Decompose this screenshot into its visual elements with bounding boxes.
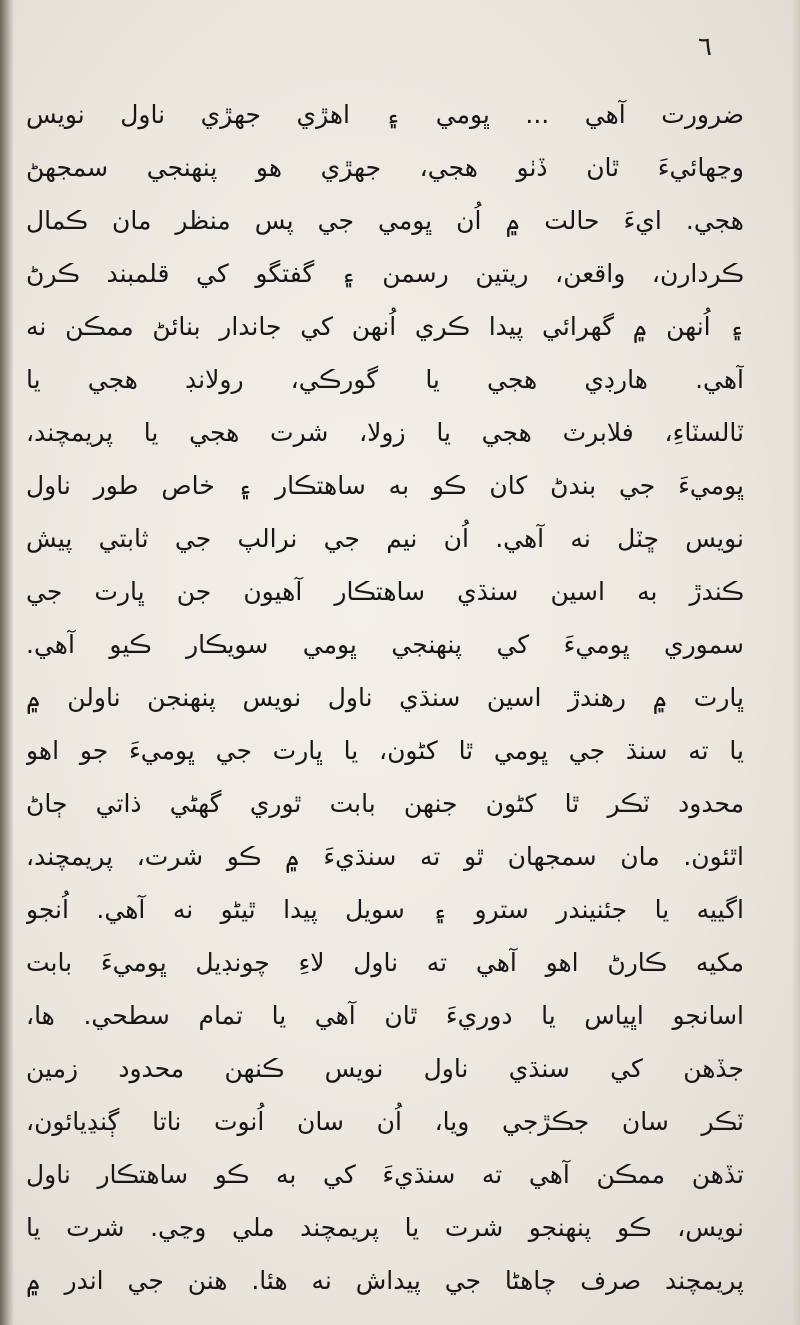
text-line: ڪردارن، واقعن، ريتين رسمن ۽ گفتگو کي قلمبند ڪرڻ	[26, 259, 744, 288]
text-line: محدود ٽڪر ٿا کڻون جنهن بابت ٿوري گهڻي ذاتي ڄاڻ	[26, 789, 744, 818]
text-line: سموري ڀوميءَ کي پنهنجي ڀومي سويڪار ڪيو آهي.	[26, 630, 744, 659]
text-line: نويس ڇٽل نه آهي. اُن نيم جي نرالپ جي ثابتي پيش	[26, 524, 744, 553]
text-line: ڪندڙ به اسين سنڌي ساهتڪار آهيون جن ڀارت جي	[26, 577, 744, 606]
text-line: اگييه يا جئنيندر سترو ۽ سويل پيدا ٿيڻو نه آهي. اُنجو	[26, 895, 744, 924]
text-line: پريمچند صرف چاهڻا جي پيداش نه هئا. هنن جي اندر ۾	[26, 1266, 744, 1295]
binding-shadow	[0, 0, 14, 1325]
text-line: اٿئون. مان سمجهان ٿو ته سنڌيءَ ۾ ڪو شرت، پريمچند،	[26, 842, 744, 871]
text-line: ڀوميءَ جي بندڻ کان ڪو به ساهتڪار ۽ خاص طور ناول	[26, 471, 744, 500]
text-line: هجي. ايءَ حالت ۾ اُن ڀومي جي پس منظر مان ڪمال	[26, 206, 744, 235]
text-line: مکيه ڪارڻ اهو آهي ته ناول لاءِ چونڊيل ڀوميءَ بابت	[26, 948, 744, 977]
text-line: جڏهن کي سنڌي ناول نويس ڪنهن محدود زمين	[26, 1054, 744, 1083]
text-line: اسانجو اڀياس يا دوريءَ ٿان آهي يا تمام سطحي. ها،	[26, 1001, 744, 1030]
text-line: ڀارت ۾ رهندڙ اسين سنڌي ناول نويس پنهنجن ناولن ۾	[26, 683, 744, 712]
text-line: يا ته سنڌ جي ڀومي ٿا کڻون، يا ڀارت جي ڀوميءَ جو اهو	[26, 736, 744, 765]
page-edge	[792, 0, 800, 1325]
text-line: وڃهائيءَ ٿان ڏٺو هجي، جهڙي هو پنهنجي سمجهڻ	[26, 153, 744, 182]
text-line: تڏهن ممڪن آهي ته سنڌيءَ کي به ڪو ساهتڪار ناول	[26, 1160, 744, 1189]
body-text	[26, 88, 744, 1307]
page-number: ٦	[698, 32, 712, 62]
text-line: نويس، ڪو پنهنجو شرت يا پريمچند ملي وڃي. شرت يا	[26, 1213, 744, 1242]
text-line: ضرورت آهي ... ڀومي ۽ اهڙي جهڙي ناول نويس	[26, 100, 744, 129]
text-line: آهي. هارڊي هجي يا گورڪي، رولانڊ هجي يا	[26, 365, 744, 394]
text-line: ٽڪر سان جڪڙجي ويا، اُن سان اُنوت ناتا ڳنڍيائون،	[26, 1107, 744, 1136]
text-line: ۽ اُنهن ۾ گهرائي پيدا ڪري اُنهن کي جاندار بنائڻ ممڪن نه	[26, 312, 744, 341]
text-line: ٽالسٽاءِ، فلابرٽ هجي يا زولا، شرت هجي يا پريمچند،	[26, 418, 744, 447]
